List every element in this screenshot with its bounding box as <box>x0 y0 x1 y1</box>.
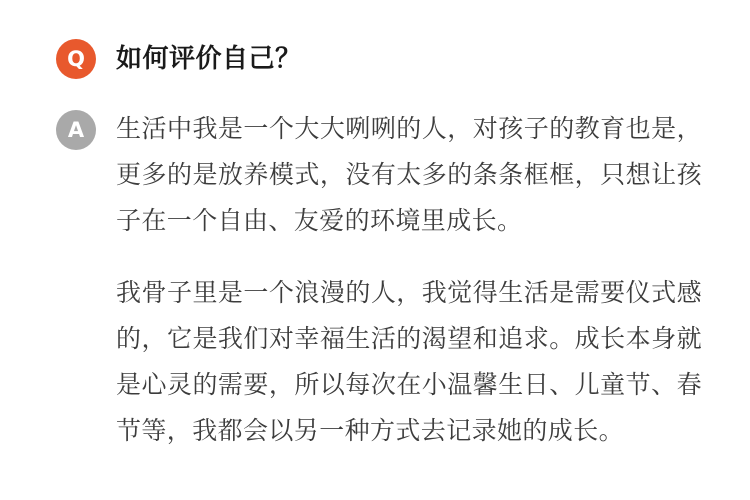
answer-badge-icon: A <box>56 110 96 150</box>
answer-paragraph: 我骨子里是一个浪漫的人，我觉得生活是需要仪式感的，它是我们对幸福生活的渴望和追求。成长本身就是心灵的需要，所以每次在小温馨生日、儿童节、春节等，我都会以另一种方式去记录她的成长。 <box>116 278 702 445</box>
answer-text-column <box>116 106 702 454</box>
question-text-column <box>116 36 702 82</box>
question-block <box>56 36 702 82</box>
question-badge-icon: Q <box>56 39 96 79</box>
answer-block <box>56 106 702 454</box>
answer-paragraph: 生活中我是一个大大咧咧的人，对孩子的教育也是，更多的是放养模式，没有太多的条条框框，只想让孩子在一个自由、友爱的环境里成长。 <box>116 114 702 235</box>
question-title: 如何评价自己？ <box>116 44 302 74</box>
